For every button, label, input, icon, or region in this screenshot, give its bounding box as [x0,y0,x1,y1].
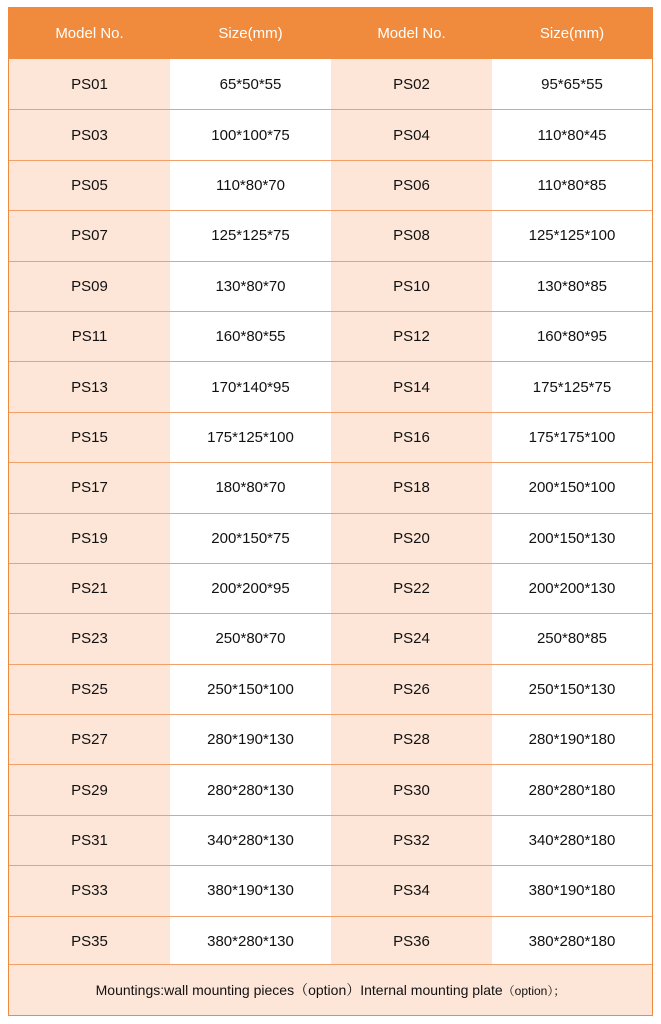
size-cell: 280*280*130 [170,765,331,814]
size-cell: 130*80*85 [492,262,652,311]
size-cell: 340*280*180 [492,816,652,865]
mountings-note-text: Mountings:wall mounting pieces（option）Internal mounting plate [95,982,503,998]
size-cell: 65*50*55 [170,59,331,109]
model-no-cell: PS16 [331,413,492,462]
table-row [9,664,652,714]
size-cell: 180*80*70 [170,463,331,512]
table-row [9,59,652,109]
table-row [9,513,652,563]
table-header [9,8,652,59]
table-row [9,210,652,260]
model-no-cell: PS31 [9,816,170,865]
model-no-cell: PS04 [331,110,492,159]
model-no-cell: PS27 [9,715,170,764]
size-cell: 280*280*180 [492,765,652,814]
model-no-cell: PS20 [331,514,492,563]
size-cell: 110*80*70 [170,161,331,210]
size-cell: 130*80*70 [170,262,331,311]
model-no-cell: PS19 [9,514,170,563]
model-no-cell: PS23 [9,614,170,663]
model-no-cell: PS06 [331,161,492,210]
model-no-cell: PS05 [9,161,170,210]
size-cell: 160*80*95 [492,312,652,361]
size-cell: 175*125*100 [170,413,331,462]
model-no-cell: PS13 [9,362,170,411]
model-no-cell: PS17 [9,463,170,512]
size-cell: 95*65*55 [492,59,652,109]
model-no-cell: PS25 [9,665,170,714]
model-no-cell: PS29 [9,765,170,814]
model-no-cell: PS32 [331,816,492,865]
table-row [9,815,652,865]
table-row [9,714,652,764]
model-no-cell: PS02 [331,59,492,109]
size-cell: 380*190*130 [170,866,331,915]
model-no-cell: PS01 [9,59,170,109]
table-row [9,412,652,462]
table-row [9,261,652,311]
size-cell: 175*175*100 [492,413,652,462]
model-no-cell: PS07 [9,211,170,260]
model-no-cell: PS36 [331,917,492,966]
size-cell: 200*200*95 [170,564,331,613]
size-cell: 100*100*75 [170,110,331,159]
model-no-cell: PS26 [331,665,492,714]
size-cell: 250*150*130 [492,665,652,714]
size-cell: 110*80*45 [492,110,652,159]
table-row [9,462,652,512]
table-row [9,361,652,411]
model-no-cell: PS34 [331,866,492,915]
table-row [9,764,652,814]
size-cell: 380*280*130 [170,917,331,966]
model-size-table [8,7,653,1016]
table-row [9,865,652,915]
size-cell: 175*125*75 [492,362,652,411]
model-no-cell: PS10 [331,262,492,311]
size-cell: 200*200*130 [492,564,652,613]
size-cell: 250*150*100 [170,665,331,714]
model-no-cell: PS12 [331,312,492,361]
size-cell: 250*80*70 [170,614,331,663]
model-no-cell: PS08 [331,211,492,260]
model-no-cell: PS33 [9,866,170,915]
header-size: Size(mm) [539,25,605,42]
model-no-cell: PS28 [331,715,492,764]
size-cell: 250*80*85 [492,614,652,663]
model-no-cell: PS15 [9,413,170,462]
table-row [9,311,652,361]
model-no-cell: PS03 [9,110,170,159]
size-cell: 125*125*100 [492,211,652,260]
model-no-cell: PS21 [9,564,170,613]
header-size: Size(mm) [218,25,283,42]
size-cell: 340*280*130 [170,816,331,865]
table-row [9,916,652,966]
size-cell: 110*80*85 [492,161,652,210]
table-row [9,613,652,663]
mountings-note [9,964,652,1015]
mountings-note-suffix: （option）； [502,983,566,998]
model-no-cell: PS09 [9,262,170,311]
size-cell: 160*80*55 [170,312,331,361]
model-no-cell: PS18 [331,463,492,512]
header-model-no: Model No. [55,25,124,42]
size-cell: 200*150*100 [492,463,652,512]
table-body [9,59,652,966]
table-row [9,160,652,210]
size-cell: 280*190*180 [492,715,652,764]
model-no-cell: PS35 [9,917,170,966]
size-cell: 125*125*75 [170,211,331,260]
table-row [9,109,652,159]
size-cell: 170*140*95 [170,362,331,411]
size-cell: 380*280*180 [492,917,652,966]
model-no-cell: PS22 [331,564,492,613]
size-cell: 200*150*130 [492,514,652,563]
size-cell: 280*190*130 [170,715,331,764]
model-no-cell: PS11 [9,312,170,361]
size-cell: 380*190*180 [492,866,652,915]
header-model-no: Model No. [377,25,446,42]
model-no-cell: PS24 [331,614,492,663]
model-no-cell: PS14 [331,362,492,411]
model-no-cell: PS30 [331,765,492,814]
size-cell: 200*150*75 [170,514,331,563]
table-row [9,563,652,613]
